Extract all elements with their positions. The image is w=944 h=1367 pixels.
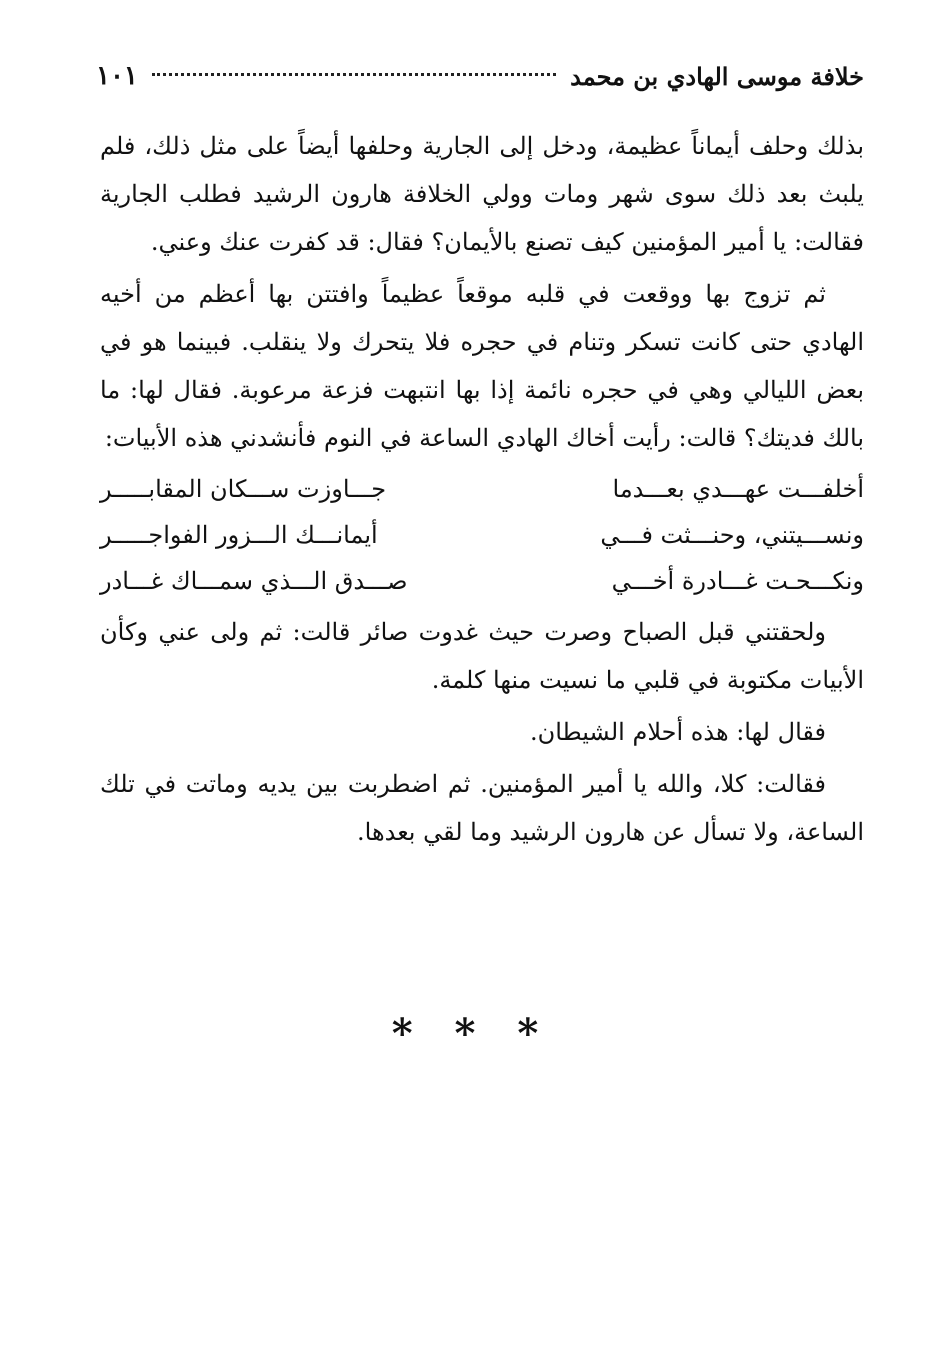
paragraph: بذلك وحلف أيماناً عظيمة، ودخل إلى الجارية وحلفها أيضاً على مثل ذلك، فلم يلبث بعد ذلك سوى شهر ومات وولي الخلافة هارون الرشيد فطلب الجارية فقالت: يا أمير المؤمنين كيف تصنع بالأيمان؟ فقال: قد كفرت عنك وعني. bbox=[100, 132, 864, 256]
verse-second-hemistich: صـــدق الـــذي سمـــاك غـــادر bbox=[100, 567, 408, 595]
section-divider: * * * bbox=[391, 1010, 553, 1057]
verse-line bbox=[100, 512, 864, 558]
verse-line bbox=[100, 558, 864, 604]
paragraph: ولحقتني قبل الصباح وصرت حيث غدوت صائر قالت: ثم ولى عني وكأن الأبيات مكتوبة في قلبي ما نسيت منها كلمة. bbox=[100, 618, 864, 694]
chapter-title: خلافة موسى الهادي بن محمد bbox=[570, 61, 864, 91]
leader-dots bbox=[152, 73, 556, 76]
verse-first-hemistich: أخلفـــت عهـــدي بعـــدما bbox=[612, 475, 864, 503]
verse-first-hemistich: ونكـــحـت غـــادرة أخـــي bbox=[611, 567, 864, 595]
verse-first-hemistich: ونســـيتني، وحنـــثت فـــي bbox=[600, 521, 864, 549]
page-number: ١٠١ bbox=[96, 61, 138, 91]
verse-second-hemistich: أيمانـــك الـــزور الفواجـــــر bbox=[100, 521, 378, 549]
paragraph: فقالت: كلا، والله يا أمير المؤمنين. ثم اضطربت بين يديه وماتت في تلك الساعة، ولا تسأل عن هارون الرشيد وما لقي بعدها. bbox=[100, 770, 864, 846]
verse-line bbox=[100, 466, 864, 512]
paragraph: فقال لها: هذه أحلام الشيطان. bbox=[529, 718, 826, 746]
poem bbox=[100, 466, 864, 604]
verse-second-hemistich: جـــاوزت ســـكان المقابـــــر bbox=[100, 475, 387, 503]
running-header bbox=[96, 56, 864, 96]
paragraph: ثم تزوج بها ووقعت في قلبه موقعاً عظيماً وافتتن بها أعظم من أخيه الهادي حتى كانت تسكر وتنام في حجره فلا يتحرك ولا ينقلب. فبينما هو في بعض الليالي وهي في حجره نائمة إذا بها انتبهت فزعة مرعوبة. فقال لها: ما بالك فديتك؟ قالت: رأيت أخاك الهادي الساعة في النوم فأنشدني هذه الأبيات: bbox=[100, 280, 865, 452]
body-text bbox=[100, 122, 864, 860]
